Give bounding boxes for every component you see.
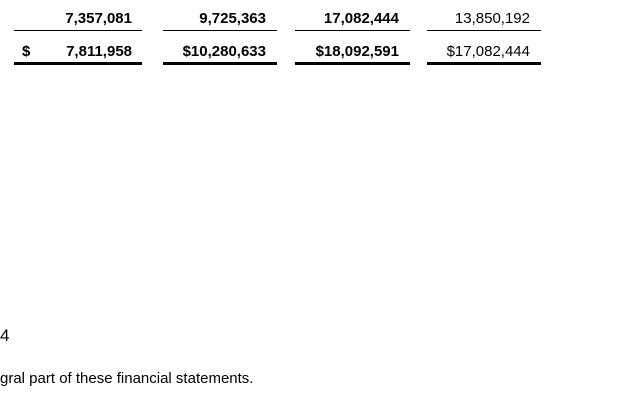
subtotal-value-col1: 7,357,081 xyxy=(65,10,132,27)
total-value-col1: 7,811,958 xyxy=(66,43,132,60)
total-value-col3: $18,092,591 xyxy=(315,43,399,60)
subtotal-value-col4: 13,850,192 xyxy=(454,10,530,27)
total-currency-symbol: $ xyxy=(22,43,31,60)
total-double-underline-col3 xyxy=(295,62,410,65)
total-value-col2: $10,280,633 xyxy=(182,43,266,60)
subtotal-underline-col4 xyxy=(427,30,541,31)
subtotal-value-col3: 17,082,444 xyxy=(323,10,399,27)
subtotal-underline-col2 xyxy=(163,30,277,31)
total-double-underline-col2 xyxy=(163,62,277,65)
total-double-underline-col4 xyxy=(427,62,541,65)
subtotal-value-col2: 9,725,363 xyxy=(199,10,266,27)
subtotal-underline-col3 xyxy=(295,30,410,31)
total-double-underline-col1 xyxy=(14,62,142,65)
page-number: 4 xyxy=(0,326,10,345)
subtotal-underline-col1 xyxy=(14,30,142,31)
total-value-col4: $17,082,444 xyxy=(446,43,530,60)
footnote-text: gral part of these financial statements. xyxy=(0,370,254,387)
